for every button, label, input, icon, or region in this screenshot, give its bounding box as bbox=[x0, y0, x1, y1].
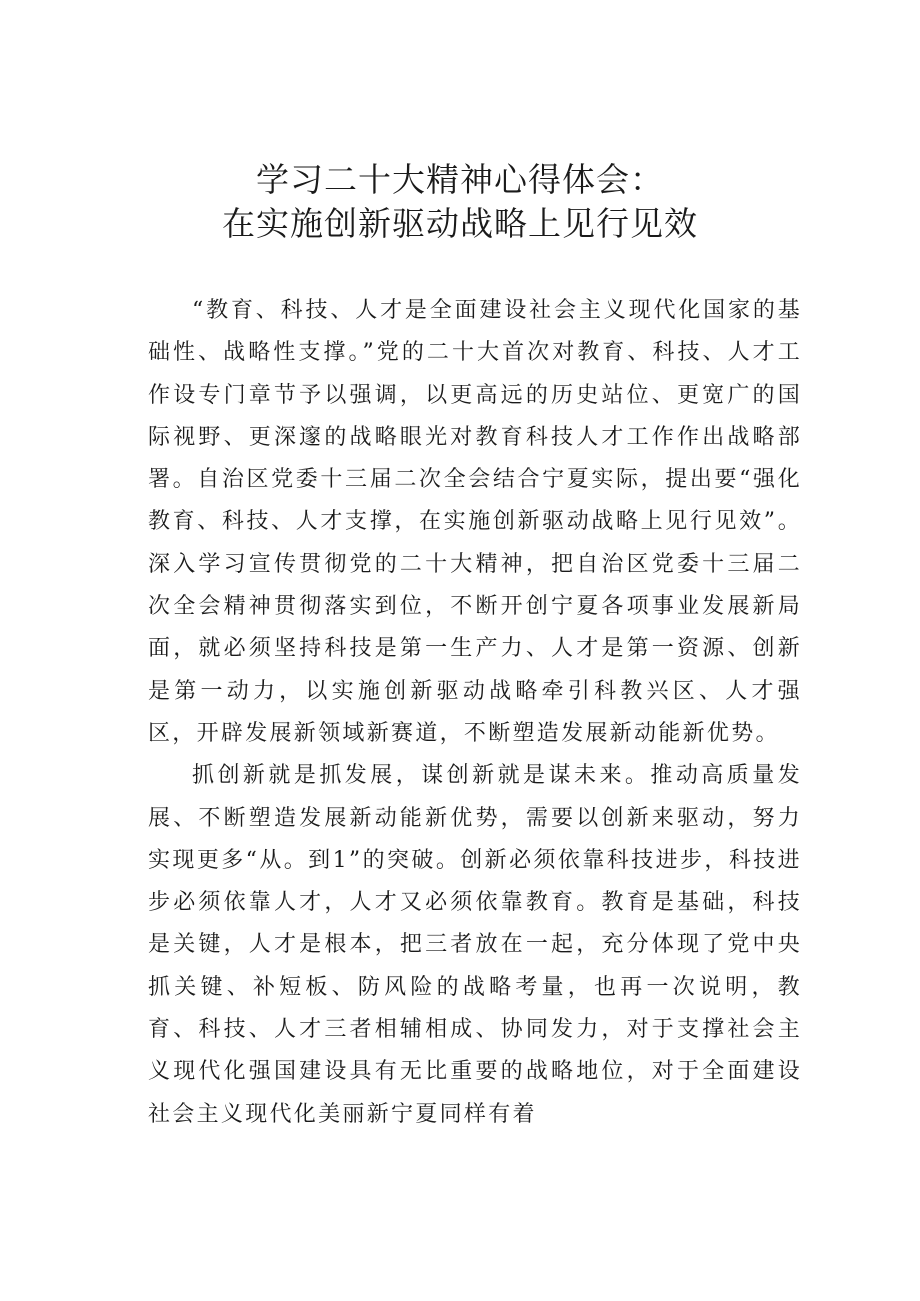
document-body bbox=[148, 290, 802, 1136]
title-line-2: 在实施创新驱动战略上见行见效 bbox=[222, 204, 698, 243]
paragraph-1: “教育、科技、人才是全面建设社会主义现代化国家的基础性、战略性支撑。”党的二十大首次对教育、科技、人才工作设专门章节予以强调，以更高远的历史站位、更宽广的国际视野、更深邃的战略眼光对教育科技人才工作作出战略部署。自治区党委十三届二次全会结合宁夏实际，提出要“强化教育、科技、人才支撑，在实施创新驱动战略上见行见效”。深入学习宣传贯彻党的二十大精神，把自治区党委十三届二次全会精神贯彻落实到位，不断开创宁夏各项事业发展新局面，就必须坚持科技是第一生产力、人才是第一资源、创新是第一动力，以实施创新驱动战略牵引科教兴区、人才强区，开辟发展新领域新赛道，不断塑造发展新动能新优势。 bbox=[148, 298, 802, 746]
document-title bbox=[0, 158, 920, 246]
paragraph-2: 抓创新就是抓发展，谋创新就是谋未来。推动高质量发展、不断塑造发展新动能新优势，需要以创新来驱动，努力实现更多“从。到1”的突破。创新必须依靠科技进步，科技进步必须依靠人才，人才又必须依靠教育。教育是基础，科技是关键，人才是根本，把三者放在一起，充分体现了党中央抓关键、补短板、防风险的战略考量，也再一次说明，教育、科技、人才三者相辅相成、协同发力，对于支撑社会主义现代化强国建设具有无比重要的战略地位，对于全面建设社会主义现代化美丽新宁夏同样有着 bbox=[148, 763, 802, 1127]
title-line-1: 学习二十大精神心得体会： bbox=[256, 160, 664, 199]
